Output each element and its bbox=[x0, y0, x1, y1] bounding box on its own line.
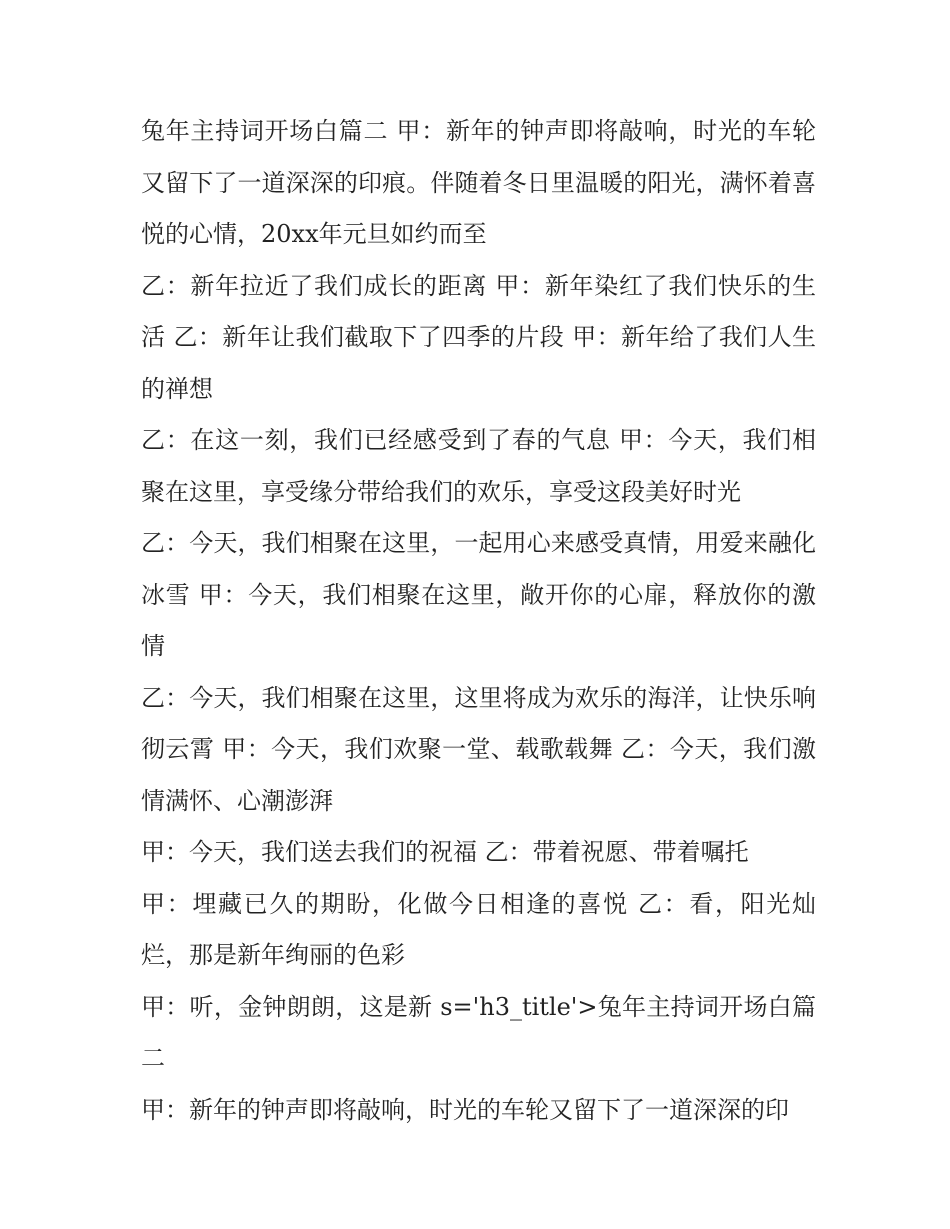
paragraph-7: 甲：埋藏已久的期盼，化做今日相逢的喜悦 乙：看，阳光灿烂，那是新年绚丽的色彩 bbox=[141, 889, 816, 969]
paragraph-9: 甲：新年的钟声即将敲响，时光的车轮又留下了一道深深的印 bbox=[141, 1095, 789, 1124]
document-body bbox=[141, 106, 816, 1136]
paragraph-8: 甲：听，金钟朗朗，这是新 s='h3_title'>兔年主持词开场白篇二 bbox=[141, 992, 816, 1072]
paragraph-4: 乙：今天，我们相聚在这里，一起用心来感受真情，用爱来融化冰雪 甲：今天，我们相聚在这里，敞开你的心扉，释放你的激情 bbox=[141, 529, 816, 660]
paragraph-1: 兔年主持词开场白篇二 甲：新年的钟声即将敲响，时光的车轮又留下了一道深深的印痕。伴随着冬日里温暖的阳光，满怀着喜悦的心情，20xx年元旦如约而至 bbox=[141, 117, 816, 248]
paragraph-3: 乙：在这一刻，我们已经感受到了春的气息 甲：今天，我们相聚在这里，享受缘分带给我们的欢乐，享受这段美好时光 bbox=[141, 426, 816, 506]
paragraph-2: 乙：新年拉近了我们成长的距离 甲：新年染红了我们快乐的生活 乙：新年让我们截取下了四季的片段 甲：新年给了我们人生的禅想 bbox=[141, 271, 816, 403]
paragraph-5: 乙：今天，我们相聚在这里，这里将成为欢乐的海洋，让快乐响彻云霄 甲：今天，我们欢聚一堂、载歌载舞 乙：今天，我们激情满怀、心潮澎湃 bbox=[141, 683, 816, 815]
paragraph-6: 甲：今天，我们送去我们的祝福 乙：带着祝愿、带着嘱托 bbox=[141, 838, 749, 866]
